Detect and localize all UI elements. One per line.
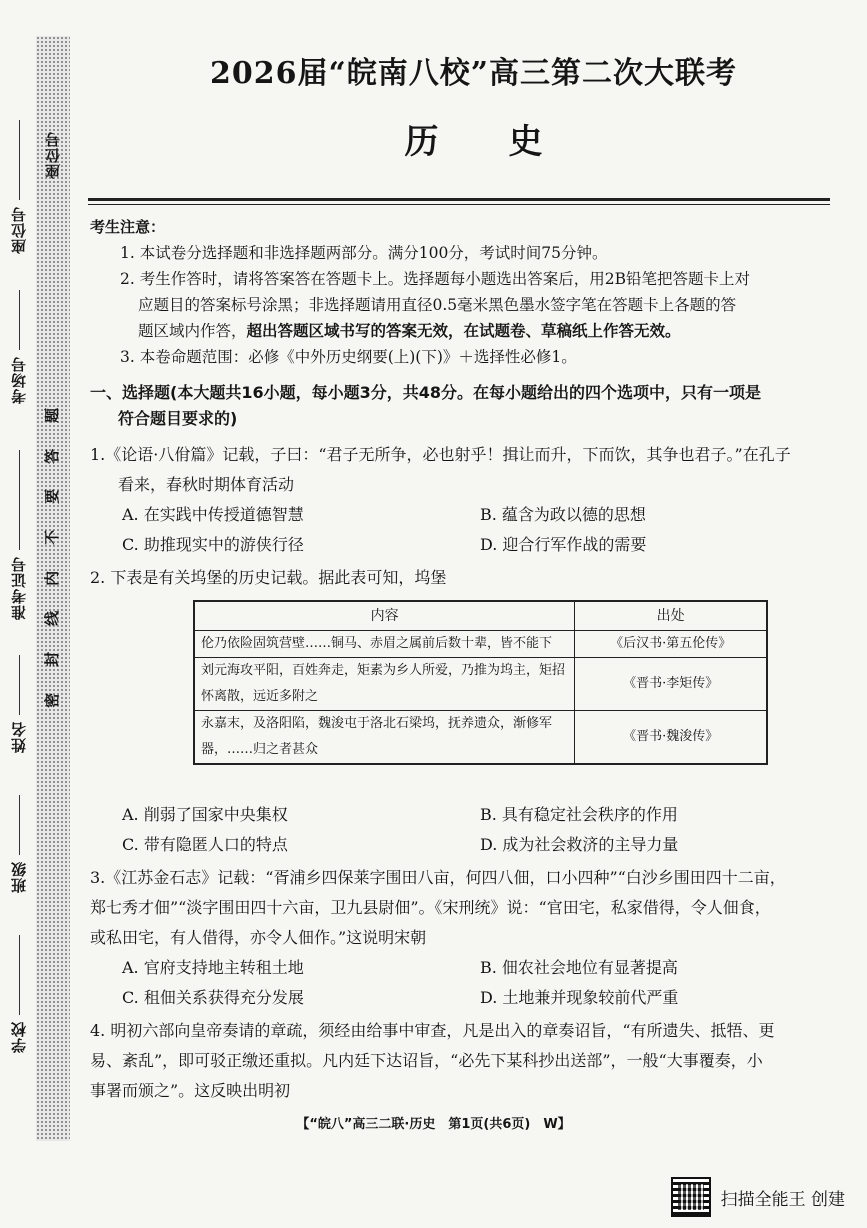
exam-notice xyxy=(90,214,830,370)
qr-code-icon xyxy=(671,1177,711,1217)
table-cell-source: 《晋书·魏浚传》 xyxy=(575,711,767,765)
question-3 xyxy=(90,863,832,1013)
table-row xyxy=(194,658,767,711)
q3-option-c[interactable]: C. 租佃关系获得充分发展 xyxy=(122,988,304,1007)
admission-number-field xyxy=(6,450,32,620)
q4-stem-line-2: 易、紊乱”，即可驳正缴还重拟。凡内廷下达诏旨，“必先下某科抄出送部”，一般“大事覆奏，小 xyxy=(90,1051,763,1070)
seal-char: 封 xyxy=(43,651,62,667)
question-4 xyxy=(90,1016,832,1106)
q2-options-block xyxy=(90,800,832,860)
table-cell-content: 刘元海攻平阳，百姓奔走，矩素为乡人所爱，乃推为坞主，矩招怀离散，远近多附之 xyxy=(194,658,575,711)
section-heading-line-1: 一、选择题(本大题共16小题，每小题3分，共48分。在每小题给出的四个选项中，只有一项是 xyxy=(90,383,761,402)
q1-stem-line-1: 1.《论语·八佾篇》记载，子曰：“君子无所争，必也射乎！揖让而升，下而饮，其争也君子。”在孔子 xyxy=(90,445,791,464)
q3-stem-line-2: 郑七秀才佃”“淡字围田四十六亩，卫九县尉佃”。《宋刑统》说：“官田宅，私家借得，令人佃食， xyxy=(90,898,771,917)
name-field xyxy=(6,655,32,753)
table-cell-source: 《晋书·李矩传》 xyxy=(575,658,767,711)
school-field xyxy=(6,935,32,1053)
school-label: 学校 xyxy=(10,1021,28,1053)
class-line xyxy=(19,795,20,855)
seal-line-text xyxy=(40,395,66,721)
q3-stem-line-3: 或私田宅，有人借得，亦令人佃作。”这说明宋朝 xyxy=(90,928,427,947)
scan-label: 扫描全能王 创建 xyxy=(720,1189,845,1210)
q2-stem: 2. 下表是有关坞堡的历史记载。据此表可知，坞堡 xyxy=(90,568,447,587)
table-row xyxy=(194,711,767,765)
notice-item-2-text: 题区域内作答， xyxy=(138,322,247,340)
notice-heading: 考生注意： xyxy=(90,218,166,236)
q3-option-a[interactable]: A. 官府支持地主转租土地 xyxy=(122,958,304,977)
school-line xyxy=(19,935,20,1015)
name-label: 姓名 xyxy=(10,721,28,753)
seat-number-field xyxy=(6,120,32,254)
question-2-stem xyxy=(90,563,832,593)
q1-option-d[interactable]: D. 迎合行军作战的需要 xyxy=(480,535,647,554)
scan-watermark xyxy=(671,1177,845,1217)
table-header-source: 出处 xyxy=(575,601,767,631)
seal-char: 内 xyxy=(43,570,62,586)
seal-char: 要 xyxy=(43,489,62,505)
notice-item-3: 3. 本卷命题范围：必修《中外历史纲要(上)(下)》＋选择性必修1。 xyxy=(120,348,577,366)
notice-item-2-line-3 xyxy=(90,318,830,344)
q3-stem-line-1: 3.《江苏金石志》记载：“胥浦乡四保莱字围田八亩，何四八佃，口小四种”“白沙乡围田四十二亩， xyxy=(90,868,786,887)
q3-options xyxy=(90,953,832,1013)
seat-number-field xyxy=(36,131,70,185)
seal-char: 密 xyxy=(43,692,62,708)
section-heading xyxy=(90,380,832,432)
q1-option-a[interactable]: A. 在实践中传授道德智慧 xyxy=(122,505,304,524)
seal-char: 不 xyxy=(43,529,62,545)
q2-option-d[interactable]: D. 成为社会救济的主导力量 xyxy=(480,835,679,854)
seal-char: 线 xyxy=(43,611,62,627)
q1-option-b[interactable]: B. 蕴含为政以德的思想 xyxy=(480,505,646,524)
table-cell-content: 伦乃依险固筑营壁……铜马、赤眉之属前后数十辈，皆不能下 xyxy=(194,631,575,658)
header-rule xyxy=(88,198,830,201)
name-line xyxy=(19,655,20,715)
question-1 xyxy=(90,440,832,560)
page-footer: 【“皖八”高三二联·历史 第1页(共6页) W】 xyxy=(296,1117,571,1132)
seat-number-line xyxy=(19,120,20,200)
seat-number-label: 座位号 xyxy=(10,206,28,254)
exam-room-line xyxy=(19,290,20,350)
table-row xyxy=(194,631,767,658)
q2-options xyxy=(90,800,832,860)
seal-char: 答 xyxy=(43,448,62,464)
q2-option-a[interactable]: A. 削弱了国家中央集权 xyxy=(122,805,288,824)
q3-option-b[interactable]: B. 佃农社会地位有显著提高 xyxy=(480,958,678,977)
table-cell-content: 永嘉末，及洛阳陷，魏浚屯于洛北石梁坞，抚养遗众，渐修军器，……归之者甚众 xyxy=(194,711,575,765)
subject-title: 历史 xyxy=(404,122,613,162)
q1-options xyxy=(90,500,832,560)
notice-item-2-bold: 超出答题区域书写的答案无效，在试题卷、草稿纸上作答无效。 xyxy=(246,321,681,340)
q4-stem-line-1: 4. 明初六部向皇帝奏请的章疏，须经由给事中审查，凡是出入的章奏诏旨，“有所遗失、抵牾、更 xyxy=(90,1021,775,1040)
notice-item-2-line-1: 2. 考生作答时，请将答案答在答题卡上。选择题每小题选出答案后，用2B铅笔把答题卡上对 xyxy=(120,270,750,288)
admission-number-label: 准考证号 xyxy=(10,556,28,620)
q2-option-b[interactable]: B. 具有稳定社会秩序的作用 xyxy=(480,805,678,824)
q2-table xyxy=(193,600,768,765)
q2-option-c[interactable]: C. 带有隐匿人口的特点 xyxy=(122,835,288,854)
exam-room-field xyxy=(6,290,32,404)
table-header-content: 内容 xyxy=(194,601,575,631)
q3-option-d[interactable]: D. 土地兼并现象较前代严重 xyxy=(480,988,679,1007)
class-field xyxy=(6,795,32,893)
seal-char: 题 xyxy=(43,407,62,423)
seat-number-label: 座位号 xyxy=(44,131,62,179)
table-cell-source: 《后汉书·第五伦传》 xyxy=(575,631,767,658)
exam-title: 2026届“皖南八校”高三第二次大联考 xyxy=(209,56,737,91)
header-rule-thin xyxy=(88,204,830,205)
section-heading-line-2: 符合题目要求的) xyxy=(118,409,238,428)
q1-option-c[interactable]: C. 助推现实中的游侠行径 xyxy=(122,535,304,554)
q1-stem-line-2: 看来，春秋时期体育活动 xyxy=(118,475,295,494)
notice-item-2-line-2: 应题目的答案标号涂黑；非选择题请用直径0.5毫米黑色墨水签字笔在答题卡上各题的答 xyxy=(138,296,737,314)
class-label: 班级 xyxy=(10,861,28,893)
admission-number-line xyxy=(19,450,20,550)
q4-stem-line-3: 事署而颁之”。这反映出明初 xyxy=(90,1081,291,1100)
exam-room-label: 考场号 xyxy=(10,356,28,404)
notice-item-1: 1. 本试卷分选择题和非选择题两部分。满分100分，考试时间75分钟。 xyxy=(120,244,608,262)
